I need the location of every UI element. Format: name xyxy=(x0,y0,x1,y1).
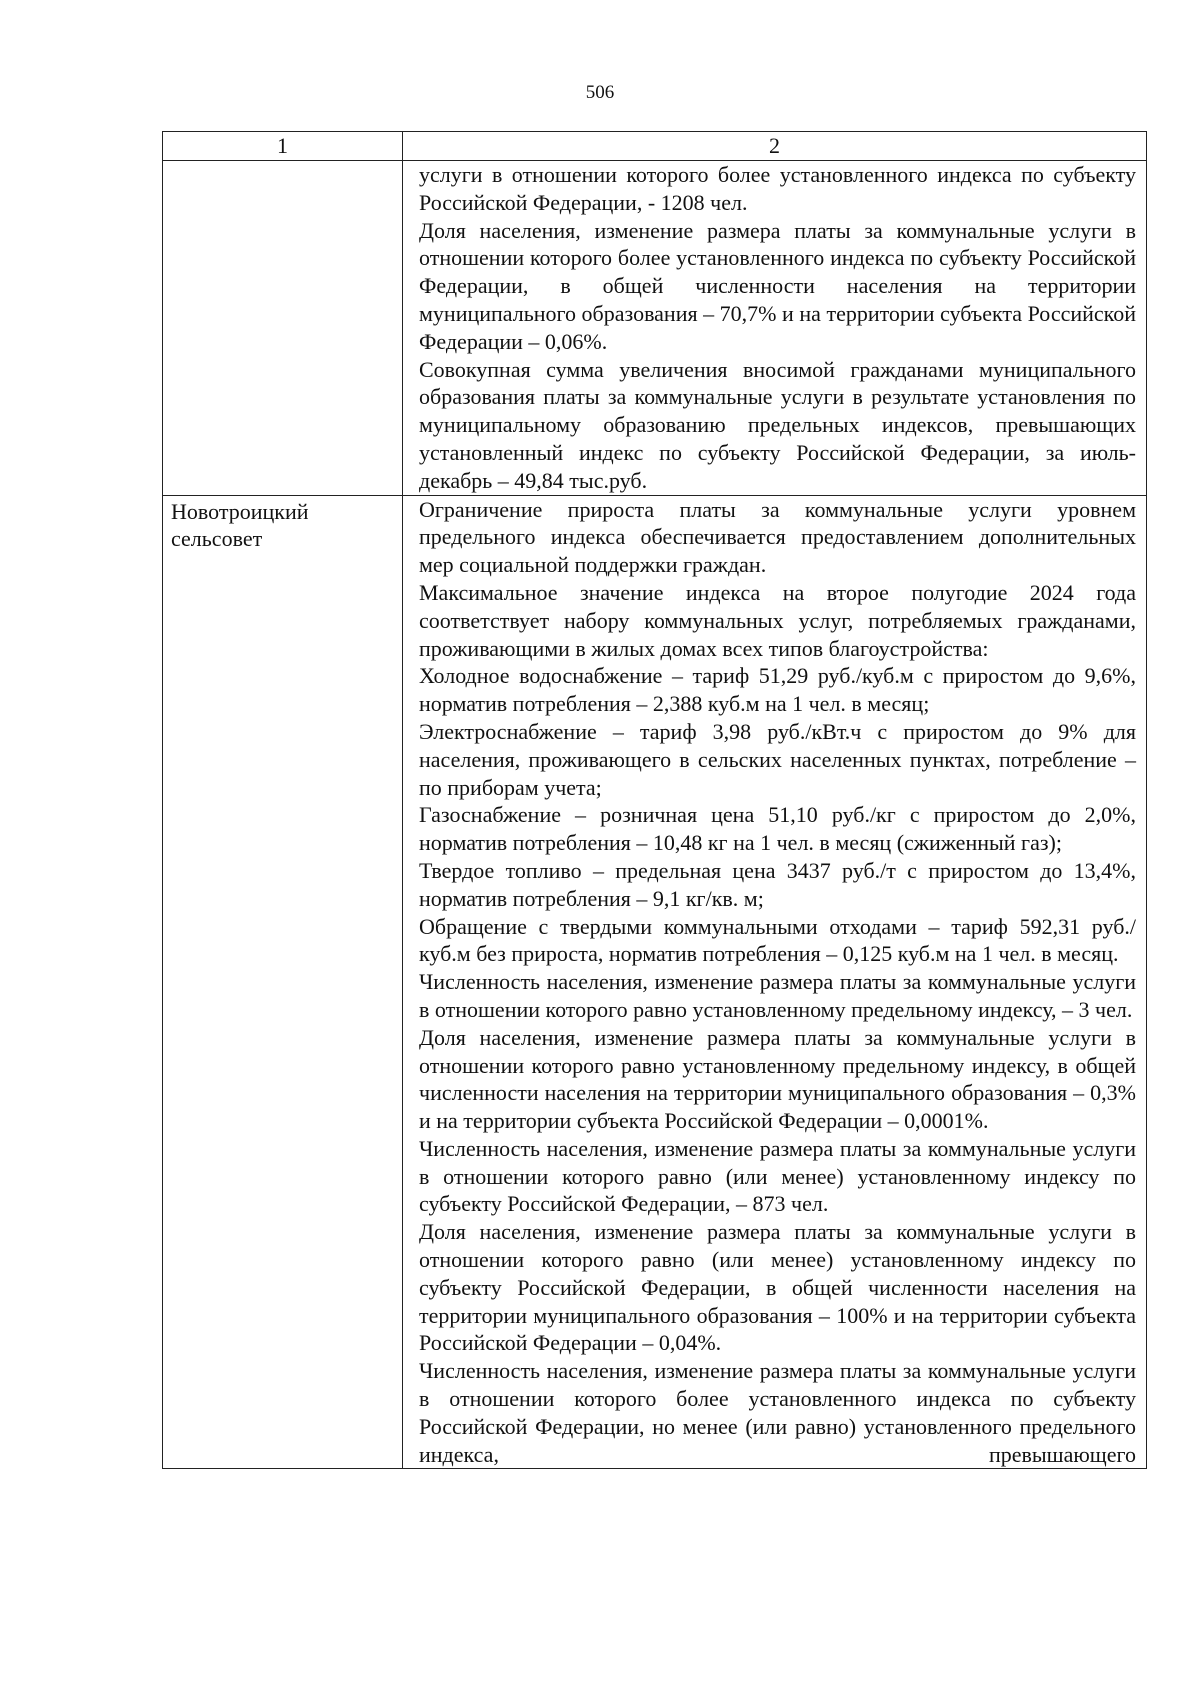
page-number: 506 xyxy=(585,82,615,103)
region-cell: Новотроицкий сельсовет xyxy=(163,495,403,1469)
paragraph: Холодное водоснабжение – тариф 51,29 руб./куб.м с приростом до 9,6%, норматив потребления – 2,388 куб.м на 1 чел. в месяц; xyxy=(419,663,1136,717)
paragraph: Твердое топливо – предельная цена 3437 руб./т с приростом до 13,4%, норматив потребления – 9,1 кг/кв. м; xyxy=(419,857,1136,911)
table-row xyxy=(163,161,1147,496)
paragraph: Численность населения, изменение размера платы за коммунальные услуги в отношении которого более установленного индекса по субъекту Российской Федерации, но менее (или равно) установленного предельного индекса, превышающего xyxy=(419,1358,1136,1467)
content-cell xyxy=(403,495,1147,1469)
document-table xyxy=(162,131,1147,1469)
paragraph: Газоснабжение – розничная цена 51,10 руб./кг с приростом до 2,0%, норматив потребления – 10,48 кг на 1 чел. в месяц (сжиженный газ); xyxy=(419,802,1136,856)
paragraph: Доля населения, изменение размера платы за коммунальные услуги в отношении которого равно установленному предельному индексу, в общей численности населения на территории муниципального образования – 0,3% и на территории субъекта Российской Федерации – 0,0001%. xyxy=(419,1024,1136,1134)
region-cell xyxy=(163,161,403,496)
paragraph: Обращение с твердыми коммунальными отходами – тариф 592,31 руб./куб.м без прироста, норматив потребления – 0,125 куб.м на 1 чел. в месяц. xyxy=(419,913,1136,967)
header-cell-col1: 1 xyxy=(163,132,403,161)
paragraph: Ограничение прироста платы за коммунальные услуги уровнем предельного индекса обеспечивается предоставлением дополнительных мер социальной поддержки граждан. xyxy=(419,496,1136,578)
header-cell-col2: 2 xyxy=(403,132,1147,161)
content-cell xyxy=(403,161,1147,496)
paragraph: Численность населения, изменение размера платы за коммунальные услуги в отношении которого равно установленному предельному индексу, – 3 чел. xyxy=(419,969,1136,1022)
paragraph: Доля населения, изменение размера платы за коммунальные услуги в отношении которого равно (или менее) установленному индексу по субъекту Российской Федерации, в общей численности населения на территории муниципального образования – 100% и на территории субъекта Российской Федерации – 0,04%. xyxy=(419,1219,1136,1356)
paragraph: Доля населения, изменение размера платы за коммунальные услуги в отношении которого более установленного индекса по субъекту Российской Федерации, в общей численности населения на территории муниципального образования – 70,7% и на территории субъекта Российской Федерации – 0,06%. xyxy=(419,217,1136,354)
paragraph: Численность населения, изменение размера платы за коммунальные услуги в отношении которого равно (или менее) установленному индексу по субъекту Российской Федерации, – 873 чел. xyxy=(419,1135,1136,1217)
table-header-row xyxy=(163,132,1147,161)
paragraph: услуги в отношении которого более установленного индекса по субъекту Российской Федерации, - 1208 чел. xyxy=(419,162,1136,215)
paragraph: Электроснабжение – тариф 3,98 руб./кВт.ч с приростом до 9% для населения, проживающего в сельских населенных пунктах, потребление – по приборам учета; xyxy=(419,718,1136,800)
table-row xyxy=(163,495,1147,1469)
paragraph: Совокупная сумма увеличения вносимой гражданами муниципального образования платы за коммунальные услуги в результате установления по муниципальному образованию предельных индексов, превышающих установленный индекс по субъекту Российской Федерации, за июль-декабрь – 49,84 тыс.руб. xyxy=(419,356,1136,493)
paragraph: Максимальное значение индекса на второе полугодие 2024 года соответствует набору коммунальных услуг, потребляемых гражданами, проживающими в жилых домах всех типов благоустройства: xyxy=(419,579,1136,661)
